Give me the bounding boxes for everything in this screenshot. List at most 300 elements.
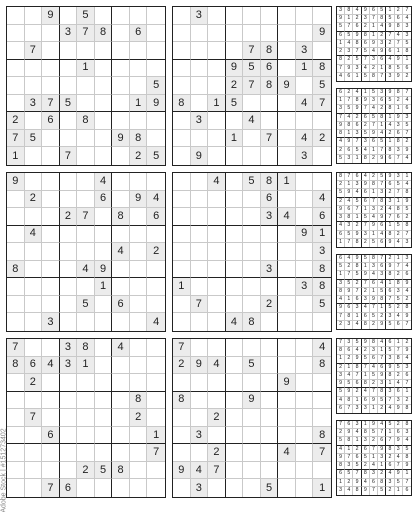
cell-r3c4[interactable]	[60, 42, 78, 60]
cell-r2c4[interactable]	[226, 357, 244, 375]
cell-r5c5[interactable]: 7	[243, 77, 261, 95]
cell-r3c2[interactable]	[191, 208, 209, 226]
cell-r9c5[interactable]	[243, 147, 261, 165]
cell-r4c4[interactable]	[60, 392, 78, 410]
cell-r3c8[interactable]	[296, 374, 314, 392]
cell-r1c6[interactable]	[95, 7, 113, 25]
cell-r7c7[interactable]: 4	[278, 444, 296, 462]
cell-r5c8[interactable]: 2	[130, 409, 148, 427]
cell-r6c8[interactable]	[130, 261, 148, 279]
cell-r4c5[interactable]	[77, 226, 95, 244]
cell-r7c2[interactable]: 3	[191, 112, 209, 130]
cell-r7c1[interactable]: 1	[173, 278, 191, 296]
cell-r2c8[interactable]: 9	[130, 191, 148, 209]
cell-r8c2[interactable]: 7	[191, 296, 209, 314]
cell-r6c2[interactable]: 3	[25, 95, 43, 113]
cell-r5c1[interactable]	[7, 243, 25, 261]
cell-r4c7[interactable]	[278, 60, 296, 78]
cell-r3c7[interactable]: 9	[278, 374, 296, 392]
cell-r2c1[interactable]: 8	[7, 357, 25, 375]
cell-r6c5[interactable]	[243, 427, 261, 445]
cell-r6c2[interactable]: 3	[191, 427, 209, 445]
cell-r5c7[interactable]	[278, 409, 296, 427]
cell-r6c8[interactable]	[296, 261, 314, 279]
cell-r9c7[interactable]	[278, 479, 296, 497]
cell-r1c8[interactable]	[296, 7, 314, 25]
cell-r1c5[interactable]	[243, 339, 261, 357]
cell-r6c7[interactable]	[112, 427, 130, 445]
cell-r2c7[interactable]	[278, 25, 296, 43]
cell-r5c5[interactable]	[243, 243, 261, 261]
cell-r9c6[interactable]	[95, 147, 113, 165]
cell-r2c9[interactable]: 9	[313, 25, 331, 43]
cell-r1c1[interactable]	[173, 173, 191, 191]
cell-r1c1[interactable]	[7, 7, 25, 25]
cell-r1c6[interactable]: 8	[261, 173, 279, 191]
cell-r8c1[interactable]: 9	[173, 462, 191, 480]
cell-r8c7[interactable]: 9	[112, 130, 130, 148]
cell-r2c9[interactable]	[147, 25, 165, 43]
cell-r8c6[interactable]: 2	[261, 296, 279, 314]
cell-r1c7[interactable]	[278, 339, 296, 357]
cell-r9c8[interactable]: 3	[296, 147, 314, 165]
cell-r8c5[interactable]: 2	[77, 462, 95, 480]
cell-r4c5[interactable]	[77, 392, 95, 410]
cell-r6c6[interactable]	[261, 427, 279, 445]
cell-r1c4[interactable]	[226, 339, 244, 357]
cell-r7c1[interactable]	[173, 112, 191, 130]
cell-r6c4[interactable]	[60, 261, 78, 279]
cell-r7c6[interactable]	[261, 112, 279, 130]
cell-r7c4[interactable]	[60, 112, 78, 130]
cell-r7c6[interactable]	[95, 444, 113, 462]
cell-r7c4[interactable]	[226, 112, 244, 130]
cell-r8c1[interactable]: 7	[7, 130, 25, 148]
cell-r1c1[interactable]: 9	[7, 173, 25, 191]
cell-r1c5[interactable]	[77, 173, 95, 191]
cell-r8c9[interactable]: 2	[313, 130, 331, 148]
cell-r7c8[interactable]	[130, 112, 148, 130]
cell-r4c1[interactable]	[7, 226, 25, 244]
cell-r2c5[interactable]	[243, 25, 261, 43]
cell-r7c8[interactable]: 3	[296, 278, 314, 296]
cell-r4c9[interactable]: 8	[313, 60, 331, 78]
cell-r4c9[interactable]	[147, 392, 165, 410]
cell-r3c8[interactable]	[296, 208, 314, 226]
cell-r5c5[interactable]	[77, 243, 95, 261]
cell-r1c8[interactable]	[130, 173, 148, 191]
cell-r9c2[interactable]: 3	[191, 479, 209, 497]
cell-r6c5[interactable]	[243, 95, 261, 113]
cell-r7c2[interactable]	[191, 278, 209, 296]
cell-r8c7[interactable]: 6	[112, 296, 130, 314]
cell-r7c1[interactable]: 2	[7, 112, 25, 130]
cell-r5c4[interactable]: 2	[226, 77, 244, 95]
cell-r1c7[interactable]: 1	[278, 173, 296, 191]
cell-r8c9[interactable]: 5	[313, 296, 331, 314]
cell-r1c3[interactable]	[208, 7, 226, 25]
cell-r1c2[interactable]	[191, 339, 209, 357]
cell-r7c4[interactable]	[60, 278, 78, 296]
cell-r2c4[interactable]: 3	[60, 357, 78, 375]
cell-r8c2[interactable]: 5	[25, 130, 43, 148]
cell-r6c9[interactable]: 8	[313, 427, 331, 445]
cell-r4c4[interactable]	[60, 60, 78, 78]
cell-r4c9[interactable]	[313, 392, 331, 410]
cell-r8c5[interactable]	[243, 462, 261, 480]
cell-r9c5[interactable]	[77, 479, 95, 497]
cell-r2c7[interactable]	[278, 357, 296, 375]
cell-r9c8[interactable]	[130, 479, 148, 497]
cell-r3c9[interactable]: 6	[147, 208, 165, 226]
cell-r8c6[interactable]	[261, 462, 279, 480]
cell-r3c7[interactable]: 8	[112, 208, 130, 226]
cell-r5c9[interactable]	[313, 409, 331, 427]
cell-r2c2[interactable]	[191, 25, 209, 43]
cell-r8c9[interactable]	[147, 462, 165, 480]
cell-r8c2[interactable]	[25, 296, 43, 314]
cell-r2c9[interactable]: 4	[313, 191, 331, 209]
cell-r6c2[interactable]	[25, 261, 43, 279]
cell-r4c5[interactable]: 1	[77, 60, 95, 78]
cell-r8c7[interactable]	[278, 130, 296, 148]
cell-r4c2[interactable]: 4	[25, 226, 43, 244]
cell-r6c3[interactable]	[208, 427, 226, 445]
cell-r8c9[interactable]	[147, 296, 165, 314]
cell-r1c7[interactable]	[112, 173, 130, 191]
cell-r9c7[interactable]	[278, 147, 296, 165]
cell-r8c3[interactable]: 7	[208, 462, 226, 480]
cell-r4c9[interactable]: 1	[313, 226, 331, 244]
cell-r9c3[interactable]	[208, 147, 226, 165]
cell-r9c9[interactable]: 5	[147, 147, 165, 165]
cell-r2c3[interactable]: 4	[42, 357, 60, 375]
cell-r9c2[interactable]: 9	[191, 147, 209, 165]
cell-r1c8[interactable]	[296, 339, 314, 357]
cell-r1c9[interactable]: 4	[313, 339, 331, 357]
cell-r4c3[interactable]	[208, 392, 226, 410]
cell-r6c4[interactable]	[226, 261, 244, 279]
cell-r1c9[interactable]	[313, 7, 331, 25]
cell-r3c7[interactable]	[112, 374, 130, 392]
cell-r9c1[interactable]: 1	[7, 147, 25, 165]
cell-r7c7[interactable]	[112, 278, 130, 296]
cell-r4c3[interactable]	[42, 226, 60, 244]
cell-r2c9[interactable]	[147, 357, 165, 375]
cell-r2c5[interactable]: 5	[243, 357, 261, 375]
cell-r4c4[interactable]	[226, 392, 244, 410]
cell-r8c4[interactable]	[226, 462, 244, 480]
cell-r8c3[interactable]	[208, 130, 226, 148]
cell-r2c2[interactable]: 2	[25, 191, 43, 209]
cell-r5c3[interactable]	[208, 77, 226, 95]
cell-r4c2[interactable]	[25, 392, 43, 410]
cell-r3c1[interactable]	[7, 374, 25, 392]
cell-r5c6[interactable]	[95, 77, 113, 95]
cell-r4c6[interactable]	[95, 60, 113, 78]
cell-r7c5[interactable]	[243, 444, 261, 462]
cell-r3c6[interactable]	[95, 42, 113, 60]
cell-r3c4[interactable]: 2	[60, 208, 78, 226]
cell-r3c7[interactable]	[278, 42, 296, 60]
cell-r9c5[interactable]	[77, 313, 95, 331]
cell-r2c1[interactable]	[7, 25, 25, 43]
cell-r9c6[interactable]	[95, 479, 113, 497]
cell-r2c6[interactable]: 6	[95, 191, 113, 209]
cell-r1c6[interactable]	[95, 339, 113, 357]
cell-r2c4[interactable]	[226, 25, 244, 43]
cell-r3c6[interactable]	[95, 374, 113, 392]
cell-r9c3[interactable]: 3	[42, 313, 60, 331]
cell-r6c7[interactable]	[112, 95, 130, 113]
cell-r4c3[interactable]	[42, 392, 60, 410]
cell-r9c4[interactable]	[226, 147, 244, 165]
cell-r2c8[interactable]	[130, 357, 148, 375]
cell-r8c3[interactable]	[208, 296, 226, 314]
cell-r8c5[interactable]	[77, 130, 95, 148]
cell-r2c1[interactable]	[7, 191, 25, 209]
cell-r9c4[interactable]: 6	[60, 479, 78, 497]
cell-r7c2[interactable]	[191, 444, 209, 462]
cell-r7c3[interactable]	[208, 278, 226, 296]
cell-r4c7[interactable]	[278, 392, 296, 410]
cell-r7c9[interactable]	[147, 278, 165, 296]
cell-r3c2[interactable]	[25, 208, 43, 226]
cell-r8c1[interactable]	[7, 296, 25, 314]
cell-r6c7[interactable]	[278, 95, 296, 113]
cell-r3c3[interactable]	[208, 208, 226, 226]
cell-r5c8[interactable]	[296, 409, 314, 427]
cell-r2c2[interactable]	[191, 191, 209, 209]
cell-r6c6[interactable]: 3	[261, 261, 279, 279]
cell-r6c6[interactable]	[261, 95, 279, 113]
cell-r3c3[interactable]	[42, 374, 60, 392]
cell-r4c8[interactable]: 1	[296, 60, 314, 78]
cell-r1c9[interactable]	[147, 7, 165, 25]
cell-r7c6[interactable]	[95, 112, 113, 130]
cell-r1c3[interactable]	[208, 339, 226, 357]
cell-r4c6[interactable]: 6	[261, 60, 279, 78]
cell-r9c6[interactable]	[261, 147, 279, 165]
cell-r4c8[interactable]	[296, 392, 314, 410]
cell-r4c6[interactable]	[261, 226, 279, 244]
cell-r8c3[interactable]	[42, 462, 60, 480]
cell-r1c6[interactable]: 4	[95, 173, 113, 191]
cell-r1c1[interactable]: 7	[7, 339, 25, 357]
cell-r5c1[interactable]	[7, 409, 25, 427]
cell-r4c1[interactable]	[7, 392, 25, 410]
cell-r2c3[interactable]	[42, 191, 60, 209]
cell-r1c7[interactable]: 4	[112, 339, 130, 357]
cell-r2c6[interactable]	[95, 357, 113, 375]
cell-r4c6[interactable]	[95, 392, 113, 410]
cell-r5c9[interactable]: 2	[147, 243, 165, 261]
cell-r2c9[interactable]: 4	[147, 191, 165, 209]
cell-r3c2[interactable]	[191, 42, 209, 60]
cell-r1c5[interactable]: 5	[77, 7, 95, 25]
cell-r6c1[interactable]: 8	[7, 261, 25, 279]
cell-r1c5[interactable]	[243, 7, 261, 25]
cell-r2c5[interactable]: 7	[77, 25, 95, 43]
cell-r5c3[interactable]	[208, 243, 226, 261]
cell-r5c2[interactable]	[25, 77, 43, 95]
cell-r8c6[interactable]	[95, 296, 113, 314]
cell-r8c8[interactable]	[296, 462, 314, 480]
cell-r5c4[interactable]	[60, 77, 78, 95]
cell-r2c1[interactable]	[173, 191, 191, 209]
cell-r7c9[interactable]	[147, 112, 165, 130]
cell-r9c7[interactable]	[112, 313, 130, 331]
cell-r2c2[interactable]: 6	[25, 357, 43, 375]
cell-r6c3[interactable]: 6	[42, 427, 60, 445]
cell-r9c8[interactable]: 2	[130, 147, 148, 165]
cell-r4c8[interactable]	[130, 226, 148, 244]
cell-r9c4[interactable]	[226, 479, 244, 497]
cell-r9c7[interactable]	[112, 147, 130, 165]
cell-r8c8[interactable]	[296, 296, 314, 314]
cell-r4c2[interactable]	[191, 60, 209, 78]
cell-r1c4[interactable]	[60, 7, 78, 25]
cell-r7c5[interactable]: 4	[243, 112, 261, 130]
cell-r8c2[interactable]	[191, 130, 209, 148]
cell-r5c9[interactable]	[147, 409, 165, 427]
cell-r1c6[interactable]	[261, 7, 279, 25]
cell-r5c9[interactable]: 3	[313, 243, 331, 261]
cell-r6c7[interactable]	[278, 427, 296, 445]
cell-r9c4[interactable]: 7	[60, 147, 78, 165]
cell-r6c8[interactable]	[296, 427, 314, 445]
cell-r1c5[interactable]: 8	[77, 339, 95, 357]
cell-r2c5[interactable]	[77, 191, 95, 209]
cell-r3c4[interactable]	[226, 374, 244, 392]
cell-r8c4[interactable]	[226, 296, 244, 314]
cell-r7c4[interactable]	[60, 444, 78, 462]
cell-r6c1[interactable]	[173, 261, 191, 279]
cell-r5c6[interactable]	[261, 409, 279, 427]
cell-r5c9[interactable]: 5	[147, 77, 165, 95]
cell-r2c4[interactable]: 3	[60, 25, 78, 43]
cell-r5c7[interactable]	[112, 77, 130, 95]
cell-r3c7[interactable]: 4	[278, 208, 296, 226]
cell-r4c5[interactable]: 5	[243, 60, 261, 78]
cell-r2c6[interactable]: 8	[95, 25, 113, 43]
cell-r9c9[interactable]	[313, 313, 331, 331]
cell-r3c5[interactable]	[77, 42, 95, 60]
cell-r4c3[interactable]	[42, 60, 60, 78]
cell-r8c6[interactable]	[95, 130, 113, 148]
cell-r3c1[interactable]	[7, 208, 25, 226]
cell-r6c5[interactable]	[77, 95, 95, 113]
cell-r4c4[interactable]: 9	[226, 60, 244, 78]
cell-r7c9[interactable]: 7	[147, 444, 165, 462]
cell-r9c5[interactable]	[77, 147, 95, 165]
cell-r5c6[interactable]: 8	[261, 77, 279, 95]
cell-r1c4[interactable]	[226, 7, 244, 25]
cell-r6c1[interactable]	[173, 427, 191, 445]
cell-r3c1[interactable]	[173, 208, 191, 226]
cell-r9c1[interactable]	[173, 147, 191, 165]
cell-r6c9[interactable]	[147, 261, 165, 279]
cell-r5c9[interactable]: 5	[313, 77, 331, 95]
cell-r1c7[interactable]	[112, 7, 130, 25]
cell-r6c6[interactable]	[95, 427, 113, 445]
cell-r6c6[interactable]	[95, 95, 113, 113]
cell-r2c4[interactable]	[60, 191, 78, 209]
cell-r5c1[interactable]	[173, 77, 191, 95]
cell-r7c9[interactable]: 8	[313, 278, 331, 296]
cell-r3c3[interactable]	[208, 42, 226, 60]
cell-r3c3[interactable]	[42, 42, 60, 60]
cell-r8c4[interactable]	[60, 130, 78, 148]
cell-r6c2[interactable]	[25, 427, 43, 445]
cell-r4c6[interactable]	[95, 226, 113, 244]
cell-r6c2[interactable]	[191, 261, 209, 279]
cell-r1c4[interactable]: 3	[60, 339, 78, 357]
cell-r8c7[interactable]: 8	[112, 462, 130, 480]
cell-r4c4[interactable]	[226, 226, 244, 244]
cell-r4c2[interactable]	[191, 226, 209, 244]
cell-r6c3[interactable]	[208, 261, 226, 279]
cell-r5c6[interactable]	[95, 243, 113, 261]
cell-r3c6[interactable]	[95, 208, 113, 226]
cell-r9c1[interactable]	[173, 479, 191, 497]
cell-r2c6[interactable]	[261, 357, 279, 375]
cell-r5c7[interactable]	[278, 243, 296, 261]
cell-r7c8[interactable]	[296, 444, 314, 462]
cell-r7c7[interactable]	[278, 278, 296, 296]
cell-r4c2[interactable]	[191, 392, 209, 410]
cell-r1c2[interactable]	[25, 173, 43, 191]
cell-r6c4[interactable]	[60, 427, 78, 445]
cell-r8c8[interactable]: 4	[296, 130, 314, 148]
cell-r5c2[interactable]	[25, 243, 43, 261]
cell-r7c3[interactable]: 6	[42, 112, 60, 130]
cell-r4c7[interactable]	[112, 60, 130, 78]
cell-r7c7[interactable]	[112, 444, 130, 462]
cell-r6c4[interactable]: 5	[60, 95, 78, 113]
cell-r3c4[interactable]	[226, 42, 244, 60]
cell-r8c3[interactable]	[42, 130, 60, 148]
cell-r7c5[interactable]	[77, 278, 95, 296]
cell-r3c9[interactable]: 6	[313, 208, 331, 226]
cell-r2c2[interactable]	[25, 25, 43, 43]
cell-r5c7[interactable]	[112, 409, 130, 427]
cell-r9c9[interactable]: 4	[147, 313, 165, 331]
cell-r4c3[interactable]	[208, 226, 226, 244]
cell-r5c8[interactable]	[130, 243, 148, 261]
cell-r1c3[interactable]: 9	[42, 7, 60, 25]
cell-r2c8[interactable]	[296, 191, 314, 209]
cell-r7c2[interactable]	[25, 112, 43, 130]
cell-r3c5[interactable]	[243, 208, 261, 226]
cell-r3c4[interactable]	[60, 374, 78, 392]
cell-r4c8[interactable]: 8	[130, 392, 148, 410]
cell-r7c5[interactable]	[77, 444, 95, 462]
cell-r1c2[interactable]: 3	[191, 7, 209, 25]
cell-r4c6[interactable]	[261, 392, 279, 410]
cell-r4c1[interactable]	[173, 226, 191, 244]
cell-r2c6[interactable]	[261, 25, 279, 43]
cell-r8c4[interactable]: 1	[226, 130, 244, 148]
cell-r9c1[interactable]	[173, 313, 191, 331]
cell-r4c1[interactable]: 8	[173, 392, 191, 410]
cell-r5c5[interactable]	[77, 409, 95, 427]
cell-r1c2[interactable]	[25, 7, 43, 25]
cell-r2c3[interactable]	[42, 25, 60, 43]
cell-r6c3[interactable]	[42, 261, 60, 279]
cell-r1c8[interactable]	[130, 339, 148, 357]
cell-r4c5[interactable]: 9	[243, 392, 261, 410]
